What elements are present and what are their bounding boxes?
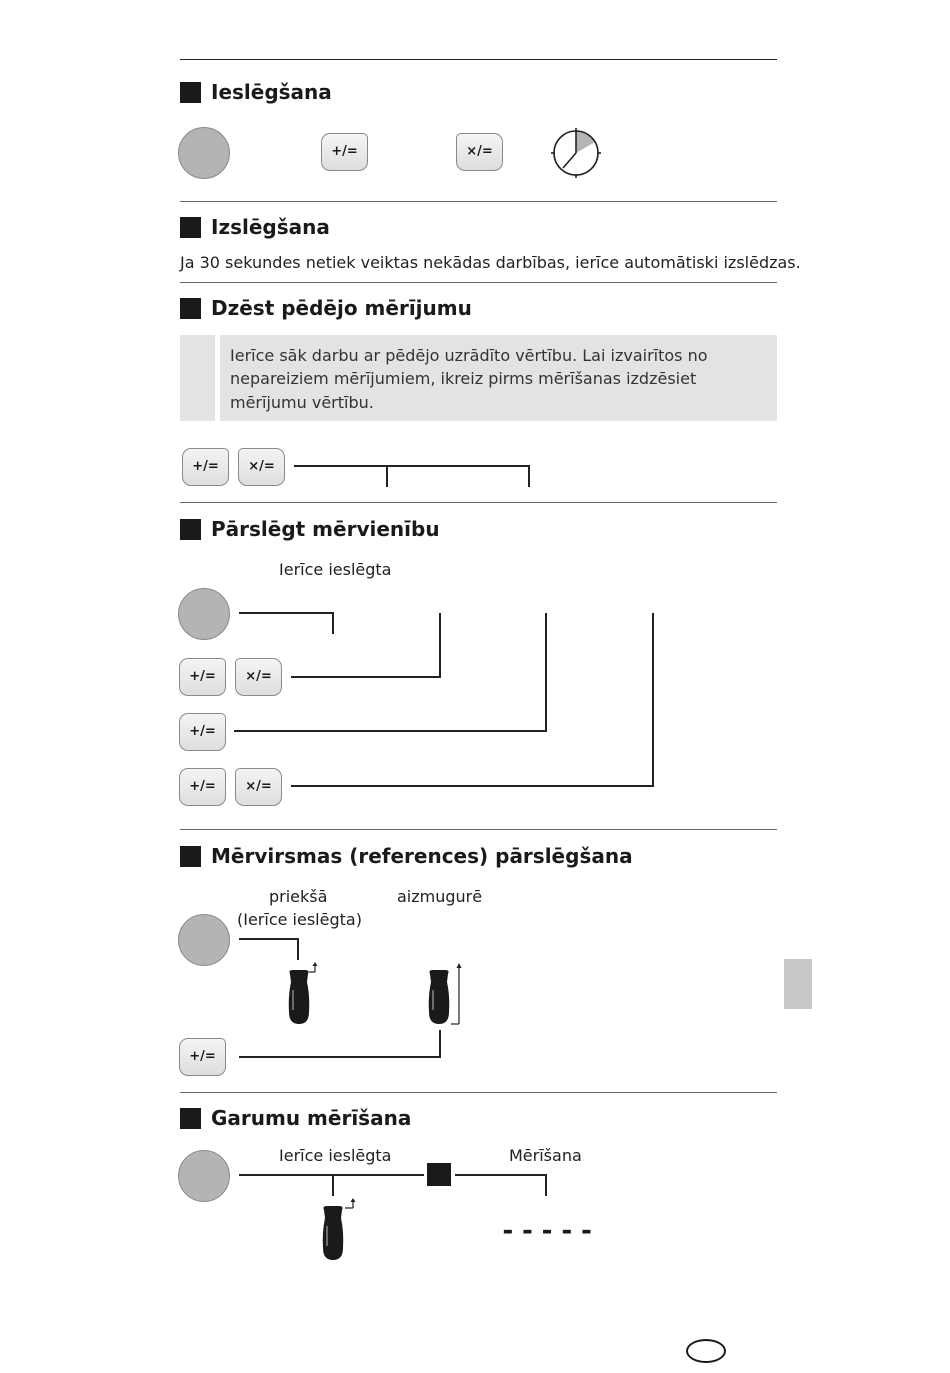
plus-equals-key: +/= [182,448,229,486]
section-title-switch-unit: Pārslēgt mērvienību [211,517,440,541]
flow-line [455,1174,547,1176]
square-bullet-icon [180,298,201,319]
label-device-on: Ierīce ieslēgta [279,560,392,579]
section-title-length-measure: Garumu mērīšana [211,1106,412,1130]
flow-line [652,613,654,787]
section-divider [180,829,777,830]
power-button-icon [178,127,230,179]
flow-line [234,730,547,732]
timer-icon [551,128,601,178]
power-off-description: Ja 30 sekundes netiek veiktas nekādas darbības, ierīce automātiski izslēdzas. [180,253,801,272]
flow-line [386,465,388,487]
label-front-sub: (Ierīce ieslēgta) [237,910,362,929]
section-divider [180,502,777,503]
section-title-power-on: Ieslēgšana [211,80,332,104]
flow-line [239,612,334,614]
plus-equals-key: +/= [179,713,226,751]
power-button-icon [178,588,230,640]
times-equals-key: ×/= [238,448,285,486]
device-icon [424,960,468,1026]
flow-line [439,613,441,678]
label-measure: Mērīšana [509,1146,582,1165]
square-bullet-icon [180,846,201,867]
flow-line [332,612,334,634]
section-title-power-off: Izslēgšana [211,215,330,239]
square-bullet-icon [180,1108,201,1129]
section-divider [180,282,777,283]
square-bullet-icon [180,82,201,103]
flow-line [294,465,530,467]
display-dashes: ----- [500,1216,599,1246]
section-divider [180,1092,777,1093]
note-line: mērījumu vērtību. [230,392,374,412]
note-line: Ierīce sāk darbu ar pēdējo uzrādīto vērtību. Lai izvairītos no [230,346,708,365]
flow-line [239,1056,441,1058]
section-divider [180,201,777,202]
section-title-delete-last: Dzēst pēdējo mērījumu [211,296,472,320]
page-side-tab [784,959,812,1009]
measure-key-icon [427,1163,451,1186]
plus-equals-key: +/= [179,658,226,696]
flow-line [545,1174,547,1196]
times-equals-key: ×/= [456,133,503,171]
plus-equals-key: +/= [321,133,368,171]
label-device-on: Ierīce ieslēgta [279,1146,392,1165]
plus-equals-key: +/= [179,1038,226,1076]
square-bullet-icon [180,217,201,238]
top-rule [180,59,777,60]
label-back: aizmugurē [397,887,483,906]
country-badge-icon [686,1339,726,1363]
flow-line [439,1030,441,1058]
flow-line [545,613,547,732]
times-equals-key: ×/= [235,658,282,696]
device-icon [284,960,324,1026]
times-equals-key: ×/= [235,768,282,806]
section-title-reference-switch: Mērvirsmas (references) pārslēgšana [211,844,633,868]
power-button-icon [178,1150,230,1202]
flow-line [291,785,654,787]
note-box [220,335,777,421]
device-icon [318,1196,358,1262]
flow-line [297,938,299,960]
square-bullet-icon [180,519,201,540]
label-front: priekšā [269,887,328,906]
plus-equals-key: +/= [179,768,226,806]
note-line: nepareiziem mērījumiem, ikreiz pirms mērīšanas izdzēsiet [230,369,697,389]
power-button-icon [178,914,230,966]
flow-line [291,676,441,678]
flow-line [528,465,530,487]
note-marker [180,335,215,421]
flow-line [332,1174,334,1196]
flow-line [239,938,299,940]
